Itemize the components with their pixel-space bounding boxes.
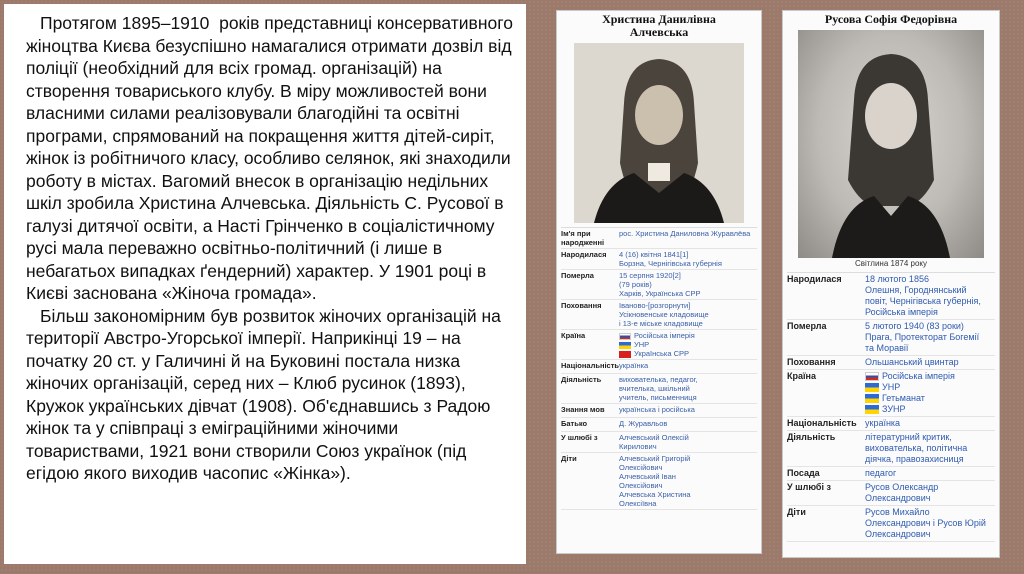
infobox-value-line[interactable]: українка xyxy=(865,418,901,428)
country-entry[interactable] xyxy=(619,340,757,349)
infobox-value-line[interactable]: Олександрович і Русов Юрій xyxy=(865,518,986,528)
infobox-row-value[interactable] xyxy=(865,418,995,429)
infobox-row xyxy=(561,453,757,510)
infobox-row-value[interactable] xyxy=(619,250,757,268)
infobox-value-line[interactable]: Олешня, Городнянський xyxy=(865,285,967,295)
infobox-row-key: Знання мов xyxy=(561,405,605,414)
infobox-row-key: Ім'я при народженні xyxy=(561,229,605,247)
infobox-row-value[interactable] xyxy=(619,375,757,402)
infobox-row xyxy=(787,506,995,542)
slide-paragraph-2: Більш закономірним був розвиток жіночих організацій на території Австро-Угорської імперії. Наприкінці 19 – на початку 20 ст. у Галичині й на Буковині постала низка жіночих організацій, серед них – Клюб русинок (1893), Кружок українських дівчат (1908). Об'єднавшись з Радою жінок та у співпраці з еміграційними жіночими товариствами, 1921 вони створили Союз українок (під егідою якого виходив часопис «Жінка»). xyxy=(26,305,506,483)
infobox-row xyxy=(787,320,995,356)
infobox-value-line[interactable]: Олексіївна xyxy=(619,499,657,508)
infobox-value-line[interactable]: українська і російська xyxy=(619,405,695,414)
infobox-row-key: Померла xyxy=(787,321,827,331)
infobox-value-line[interactable]: Кирилович xyxy=(619,442,657,451)
infobox-row-key: У шлюбі з xyxy=(561,433,598,442)
infobox-row-key: Поховання xyxy=(561,301,602,310)
infobox-row-key: Діяльність xyxy=(787,432,836,442)
infobox-value-line[interactable]: Олександрович xyxy=(865,493,931,503)
infobox-row-value[interactable] xyxy=(619,405,757,416)
infobox-value-line[interactable]: Харків, Українська СРР xyxy=(619,289,701,298)
infobox-row-value[interactable] xyxy=(619,331,757,358)
infobox-value-line[interactable]: Борзна, Чернігівська губернія xyxy=(619,259,722,268)
infobox-alchevska xyxy=(556,10,762,554)
infobox-value-line[interactable]: (79 років) xyxy=(619,280,652,289)
infobox-value-line[interactable]: Русов Олександр xyxy=(865,482,939,492)
infobox-title xyxy=(557,13,761,39)
country-label[interactable]: УНР xyxy=(882,382,901,392)
infobox-value-line[interactable]: Олександрович xyxy=(865,529,931,539)
portrait-image xyxy=(574,43,744,223)
country-entry[interactable] xyxy=(865,393,995,404)
infobox-value-line[interactable]: Прага, Протекторат Богемії xyxy=(865,332,980,342)
infobox-row-key: Посада xyxy=(787,468,820,478)
country-entry[interactable] xyxy=(619,349,757,358)
portrait-caption: Світлина 1874 року xyxy=(854,259,928,268)
infobox-row-value[interactable] xyxy=(619,419,757,430)
infobox-value-line[interactable]: Алчевський Олексій xyxy=(619,433,689,442)
infobox-row-value[interactable] xyxy=(865,274,995,318)
infobox-row xyxy=(787,431,995,467)
infobox-row-value[interactable] xyxy=(619,271,757,298)
infobox-row xyxy=(787,370,995,417)
infobox-value-line[interactable]: Російська імперія xyxy=(865,307,938,317)
infobox-row xyxy=(787,356,995,370)
infobox-row-key: Діти xyxy=(561,454,577,463)
infobox-value-line[interactable]: повіт, Чернігівська губернія, xyxy=(865,296,981,306)
infobox-rusova xyxy=(782,10,1000,558)
infobox-row-value[interactable] xyxy=(619,454,757,508)
country-entry[interactable] xyxy=(865,382,995,393)
infobox-row-key: Національність xyxy=(561,361,620,370)
infobox-row-key: Померла xyxy=(561,271,594,280)
country-label[interactable]: УНР xyxy=(634,340,650,349)
infobox-value-line[interactable]: Русов Михайло xyxy=(865,507,930,517)
infobox-row-key: Діяльність xyxy=(561,375,602,384)
infobox-value-line[interactable]: Алчевська Христина xyxy=(619,490,691,499)
infobox-row xyxy=(561,228,757,249)
infobox-row-value[interactable] xyxy=(865,482,995,504)
country-entry[interactable] xyxy=(865,404,995,415)
infobox-value-line[interactable]: Усікновенське кладовище xyxy=(619,310,709,319)
infobox-value-line[interactable]: і 13-е міське кладовище xyxy=(619,319,703,328)
infobox-rows xyxy=(787,272,995,542)
infobox-value-line[interactable]: літературний критик, xyxy=(865,432,952,442)
infobox-row-key: У шлюбі з xyxy=(787,482,831,492)
infobox-row-value[interactable] xyxy=(865,432,995,465)
infobox-row-key: Батько xyxy=(561,419,588,428)
infobox-row xyxy=(561,404,757,418)
infobox-value-line[interactable]: Алчевський Григорій xyxy=(619,454,691,463)
portrait-image xyxy=(798,30,984,258)
infobox-value-line[interactable]: та Моравії xyxy=(865,343,909,353)
infobox-row-value[interactable] xyxy=(619,433,757,451)
infobox-row xyxy=(561,270,757,300)
infobox-value-line[interactable]: українка xyxy=(619,361,649,370)
infobox-value-line[interactable]: 4 (16) квітня 1841[1] xyxy=(619,250,689,259)
flag-icon xyxy=(865,394,879,403)
infobox-row-value[interactable] xyxy=(865,357,995,368)
infobox-value-line[interactable]: Алчевський Іван xyxy=(619,472,676,481)
infobox-row xyxy=(561,374,757,404)
country-label[interactable]: Українська СРР xyxy=(634,349,690,358)
infobox-row-key: Народилася xyxy=(787,274,842,284)
infobox-value-line[interactable]: діячка, правозахисниця xyxy=(865,454,964,464)
infobox-value-line[interactable]: вихователька, політична xyxy=(865,443,968,453)
infobox-value-line[interactable]: 15 серпня 1920[2] xyxy=(619,271,681,280)
infobox-row xyxy=(561,360,757,374)
infobox-value-line[interactable]: Ольшанський цвинтар xyxy=(865,357,959,367)
slide-paragraph-1: Протягом 1895–1910 років представниці консервативного жіноцтва Києва безуспішно намагалися отримати дозвіл від поліції (необхідний для всіх громад. організацій) на створення товариського клубу. В міру можливостей вони власними силами реалізовували благодійні та освітні програми, спрямований на покращення життя дітей-сиріт, жінок із робітничого класу, особливо селянок, які знаходили роботу в містах. Вагомий внесок в організацію недільних шкіл зробила Христина Алчевська. Діяльність С. Русової в галузі дитячої освіти, а Насті Грінченко в соціалістичному русі мала переважно освітньо-політичний (і лише в небагатьох випадках ґендерний) характер. У 1901 році в Києві заснована «Жіноча громада». xyxy=(26,13,518,303)
infobox-row-value[interactable] xyxy=(865,321,995,354)
country-label[interactable]: ЗУНР xyxy=(882,404,906,414)
infobox-row xyxy=(787,417,995,431)
infobox-row-value[interactable] xyxy=(619,229,757,247)
infobox-value-line[interactable]: Іваново-[розгорнути] xyxy=(619,301,691,310)
infobox-value-line[interactable]: рос. Христина Даниловна Журавлёва xyxy=(619,229,751,238)
infobox-row-value[interactable] xyxy=(619,361,757,372)
infobox-title-line-2: Алчевська xyxy=(629,25,689,39)
infobox-row xyxy=(561,432,757,453)
infobox-value-line[interactable]: вчителька, шкільний xyxy=(619,384,690,393)
infobox-row xyxy=(561,300,757,330)
infobox-title-line-1: Христина Данилівна xyxy=(602,12,716,26)
infobox-rows xyxy=(561,227,757,510)
infobox-title: Русова Софія Федорівна xyxy=(824,12,958,26)
flag-icon xyxy=(865,383,879,392)
country-label[interactable]: Гетьманат xyxy=(882,393,925,403)
infobox-row xyxy=(787,481,995,506)
flag-icon xyxy=(619,333,631,340)
infobox-row-value[interactable] xyxy=(619,301,757,328)
slide-text-panel xyxy=(4,4,526,564)
country-entry[interactable] xyxy=(619,331,757,340)
country-label[interactable]: Російська імперія xyxy=(634,331,695,340)
infobox-value-line[interactable]: Олексійович xyxy=(619,463,663,472)
flag-icon xyxy=(619,342,631,349)
flag-icon xyxy=(619,351,631,358)
infobox-row-key: Діти xyxy=(787,507,806,517)
infobox-row xyxy=(561,249,757,270)
infobox-row xyxy=(787,467,995,481)
infobox-value-line[interactable]: Д. Журавльов xyxy=(619,419,668,428)
flag-icon xyxy=(865,405,879,414)
infobox-value-line[interactable]: учитель, письменниця xyxy=(619,393,697,402)
flag-icon xyxy=(865,372,879,381)
infobox-row-value[interactable] xyxy=(865,507,995,540)
infobox-row xyxy=(561,330,757,360)
infobox-value-line[interactable]: вихователька, педагог, xyxy=(619,375,698,384)
infobox-row-key: Країна xyxy=(561,331,586,340)
infobox-value-line[interactable]: 18 лютого 1856 xyxy=(865,274,929,284)
infobox-row xyxy=(561,418,757,432)
infobox-row-value[interactable] xyxy=(865,468,995,479)
infobox-value-line[interactable]: 5 лютого 1940 (83 роки) xyxy=(865,321,964,331)
infobox-value-line[interactable]: Олексійович xyxy=(619,481,663,490)
infobox-row-key: Народилася xyxy=(561,250,607,259)
infobox-row-key: Національність xyxy=(787,418,857,428)
infobox-value-line[interactable]: педагог xyxy=(865,468,897,478)
infobox-row-key: Поховання xyxy=(787,357,836,367)
country-entry[interactable] xyxy=(865,371,995,382)
infobox-row-value[interactable] xyxy=(865,371,995,415)
infobox-row-key: Країна xyxy=(787,371,816,381)
infobox-row xyxy=(787,273,995,320)
country-label[interactable]: Російська імперія xyxy=(882,371,955,381)
